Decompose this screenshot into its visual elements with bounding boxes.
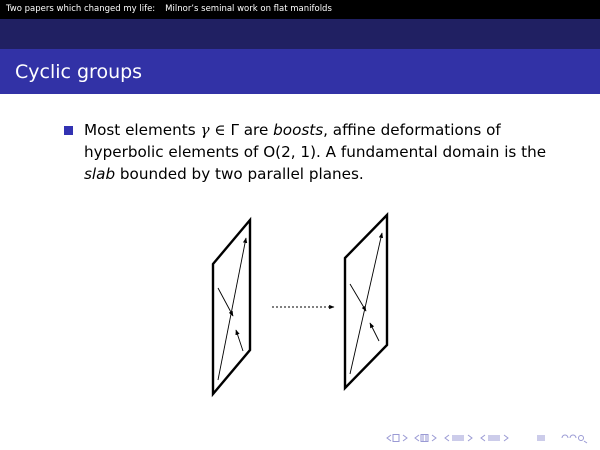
left-plane-short-arrow-upper <box>218 288 233 316</box>
bullet-line-2: hyperbolic elements of O(2, 1). A fundamental domain is the <box>84 143 547 161</box>
nav-subsection-right-icon[interactable] <box>432 435 436 441</box>
bullet-line-1 <box>84 119 574 141</box>
left-plane-short-arrow-lower <box>236 330 243 351</box>
right-plane-short-arrow-upper <box>350 284 366 311</box>
header-band-upper <box>0 19 600 49</box>
navigation-symbols <box>385 432 595 444</box>
bullet-marker <box>64 126 73 135</box>
nav-subsection-right-icon[interactable] <box>504 435 508 441</box>
nav-subsection-left-icon[interactable] <box>481 435 500 441</box>
nav-section-left-icon[interactable] <box>445 435 464 441</box>
nav-frame-right-icon[interactable] <box>403 435 407 441</box>
bullet-text-part: bounded by two parallel planes. <box>115 165 364 183</box>
bullet-text-part: Most elements <box>84 121 201 139</box>
slab-diagram <box>195 205 405 405</box>
element-of-symbol: ∈ <box>209 121 231 139</box>
boosts-term: boosts <box>273 121 324 139</box>
right-plane-diagonal-arrow <box>350 233 382 374</box>
headline-talk-title[interactable]: Two papers which changed my life: <box>6 4 156 14</box>
group-gamma-symbol: Γ <box>230 121 239 139</box>
nav-frame-left-icon[interactable] <box>387 435 399 442</box>
nav-back-forth-icon[interactable] <box>562 435 587 443</box>
headline-text <box>6 3 332 15</box>
frame-title: Cyclic groups <box>15 61 143 83</box>
headline-section-title[interactable]: Milnor’s seminal work on flat manifolds <box>165 4 332 14</box>
right-plane-short-arrow-lower <box>370 323 379 341</box>
bullet-text <box>84 119 574 185</box>
gamma-symbol: γ <box>200 121 210 139</box>
nav-subsection-left-icon[interactable] <box>415 435 428 442</box>
bullet-text-part: , affine deformations of <box>323 121 501 139</box>
headline-bar <box>0 0 600 19</box>
slab-term: slab <box>84 165 116 183</box>
nav-section-right-icon[interactable] <box>468 435 472 441</box>
nav-section-equiv-icon[interactable] <box>537 436 545 440</box>
bullet-line-3 <box>84 163 574 185</box>
bullet-text-part: are <box>238 121 274 139</box>
